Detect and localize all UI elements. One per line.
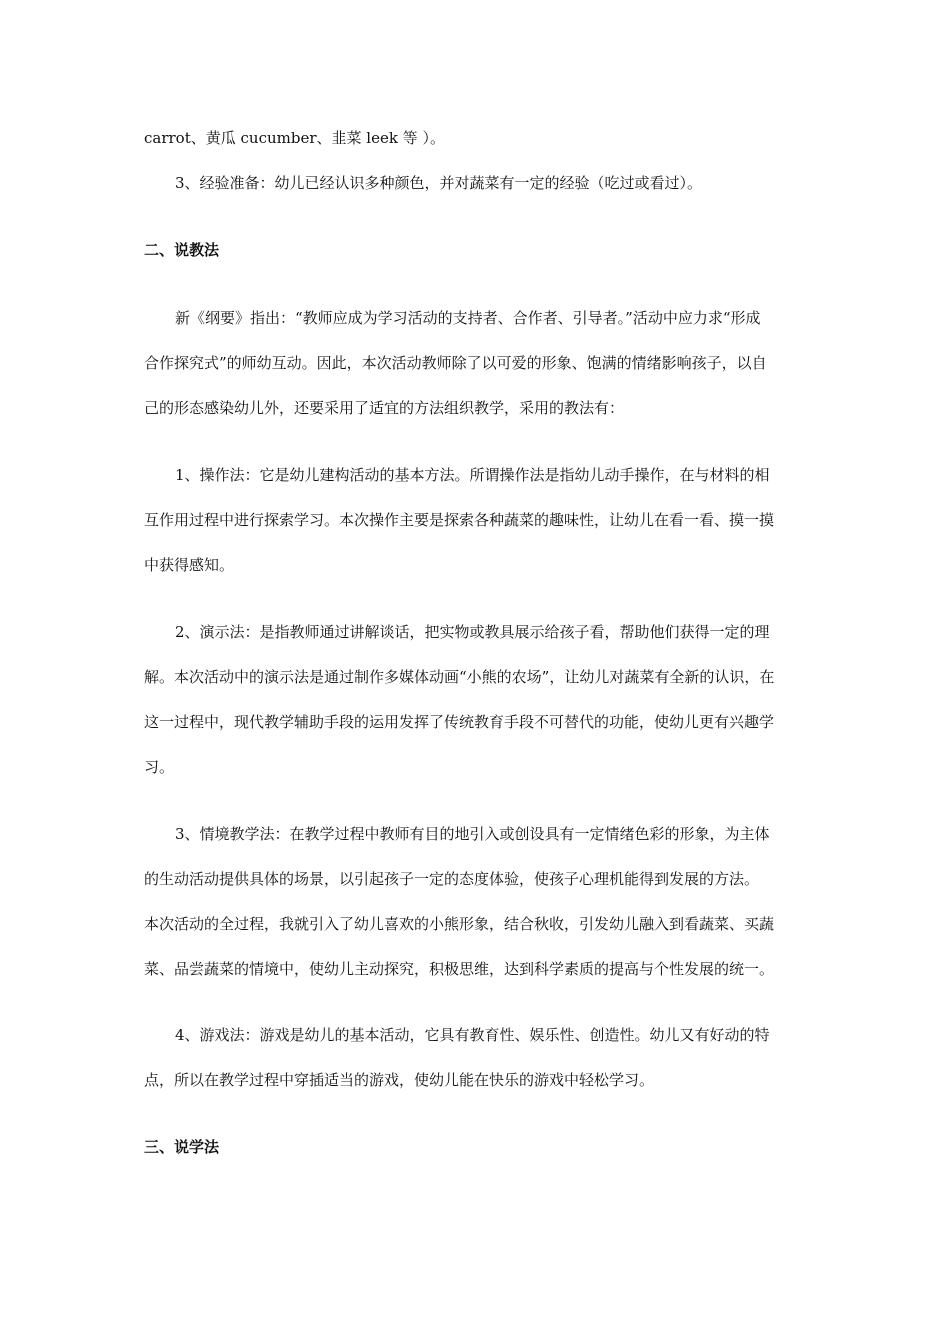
method-game-line: 点，所以在教学过程中穿插适当的游戏，使幼儿能在快乐的游戏中轻松学习。 <box>144 1071 655 1089</box>
continued-text-line: carrot、黄瓜 cucumber、韭菜 leek 等 ）。 <box>144 129 445 147</box>
intro-line: 己的形态感染幼儿外，还要采用了适宜的方法组织教学，采用的教法有： <box>144 399 625 417</box>
intro-line: 新《纲要》指出：“教师应成为学习活动的支持者、合作者、引导者。”活动中应力求“形成 <box>175 309 761 327</box>
method-game-line: 4、游戏法：游戏是幼儿的基本活动，它具有教育性、娱乐性、创造性。幼儿又有好动的特 <box>175 1026 770 1044</box>
experience-preparation: 3、经验准备：幼儿已经认识多种颜色，并对蔬菜有一定的经验（吃过或看过）。 <box>175 174 703 192</box>
method-demonstration-line: 这一过程中，现代教学辅助手段的运用发挥了传统教育手段不可替代的功能，使幼儿更有兴趣学 <box>144 713 775 731</box>
section-heading-teaching-methods: 二、说教法 <box>144 241 220 259</box>
method-demonstration-line: 2、演示法：是指教师通过讲解谈话，把实物或教具展示给孩子看，帮助他们获得一定的理 <box>175 623 770 641</box>
section-heading-learning-methods: 三、说学法 <box>144 1138 220 1156</box>
method-situational-line: 3、情境教学法：在教学过程中教师有目的地引入或创设具有一定情绪色彩的形象，为主体 <box>175 825 770 843</box>
method-demonstration-line: 习。 <box>144 758 175 776</box>
method-situational-line: 菜、品尝蔬菜的情境中，使幼儿主动探究，积极思维，达到科学素质的提高与个性发展的统一。 <box>144 960 775 978</box>
intro-line: 合作探究式”的师幼互动。因此，本次活动教师除了以可爱的形象、饱满的情绪影响孩子，以自 <box>144 354 767 372</box>
method-situational-line: 的生动活动提供具体的场景，以引起孩子一定的态度体验，使孩子心理机能得到发展的方法。 <box>144 870 760 888</box>
method-demonstration-line: 解。本次活动中的演示法是通过制作多媒体动画“小熊的农场”，让幼儿对蔬菜有全新的认识，在 <box>144 668 775 686</box>
method-operation-line: 互作用过程中进行探索学习。本次操作主要是探索各种蔬菜的趣味性，让幼儿在看一看、摸一摸 <box>144 511 775 529</box>
method-operation-line: 1、操作法：它是幼儿建构活动的基本方法。所谓操作法是指幼儿动手操作，在与材料的相 <box>175 466 770 484</box>
method-situational-line: 本次活动的全过程，我就引入了幼儿喜欢的小熊形象，结合秋收，引发幼儿融入到看蔬菜、买蔬 <box>144 915 775 933</box>
method-operation-line: 中获得感知。 <box>144 556 235 574</box>
